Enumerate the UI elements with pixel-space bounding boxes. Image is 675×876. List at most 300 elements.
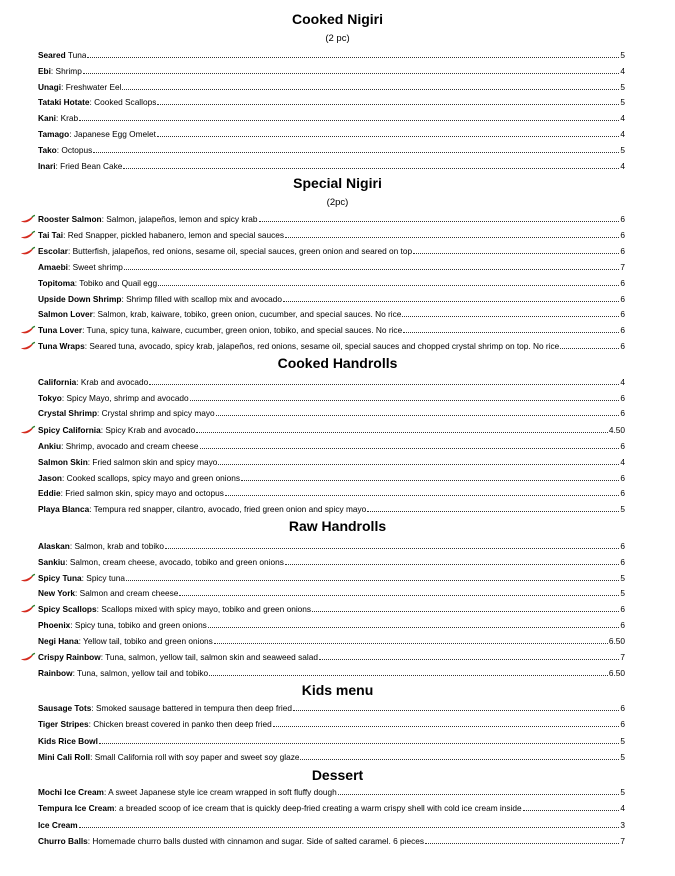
dot-leader <box>402 315 619 317</box>
dot-leader <box>126 579 619 581</box>
chili-pepper-icon <box>20 230 36 240</box>
menu-item-name: Sausage Tots <box>38 703 92 713</box>
menu-item-name: Crispy Rainbow <box>38 652 101 662</box>
menu-item-separator: : <box>61 441 66 451</box>
menu-item-text <box>38 440 199 452</box>
menu-item-tako <box>38 144 625 156</box>
chili-pepper-icon <box>20 425 36 435</box>
menu-item-spicy-tuna <box>38 572 625 584</box>
menu-item-separator: : <box>90 752 95 762</box>
menu-item-description: Shrimp <box>55 66 82 76</box>
dot-leader <box>241 479 619 481</box>
menu-item-new-york <box>38 587 625 599</box>
menu-item-separator: : <box>100 425 106 435</box>
menu-item-tempura-ice-cream <box>38 802 625 814</box>
menu-item-separator: : <box>56 145 62 155</box>
menu-item-description: Salmon and cream cheese <box>79 588 179 598</box>
menu-item-name: Tempura Ice Cream <box>38 803 115 813</box>
menu-item-separator: : <box>67 246 73 256</box>
menu-item-price: 7 <box>620 836 625 846</box>
menu-item-sausage-tots <box>38 702 625 714</box>
menu-item-text <box>38 472 240 484</box>
menu-item-price: 5 <box>620 787 625 797</box>
menu-item-price: 6 <box>620 309 625 319</box>
menu-item-tataki-hotate <box>38 96 625 108</box>
dot-leader <box>300 758 619 760</box>
menu-item-price: 6 <box>620 214 625 224</box>
menu-item-separator: : <box>65 557 70 567</box>
menu-item-name: Tako <box>38 145 57 155</box>
menu-item-price: 6 <box>620 393 625 403</box>
menu-item-price: 5 <box>620 97 625 107</box>
menu-item-price: 4 <box>620 803 625 813</box>
menu-item-separator: : <box>70 620 75 630</box>
menu-item-separator: : <box>91 703 96 713</box>
menu-item-crystal-shrimp <box>38 407 625 419</box>
menu-item-tuna-wraps <box>38 340 625 352</box>
menu-item-tuna-lover <box>38 324 625 336</box>
menu-item-price: 6 <box>620 325 625 335</box>
dot-leader <box>312 610 619 612</box>
menu-item-description: Tuna, spicy tuna, kaiware, cucumber, green onion, tobiko, and special sauces. No rice <box>86 325 403 335</box>
dot-leader <box>218 463 619 465</box>
menu-item-text <box>38 245 412 257</box>
menu-item-kani <box>38 112 625 124</box>
dot-leader <box>208 626 620 628</box>
menu-item-text <box>38 144 92 156</box>
menu-item-price: 4 <box>620 66 625 76</box>
dot-leader <box>285 563 620 565</box>
menu-item-price: 4 <box>620 129 625 139</box>
menu-item-name: Rainbow <box>38 668 73 678</box>
menu-item-name: Spicy Tuna <box>38 573 82 583</box>
dot-leader <box>293 709 619 711</box>
menu-item-rooster-salmon <box>38 213 625 225</box>
dot-leader <box>123 167 619 169</box>
section-title-kids-menu: Kids menu <box>301 682 374 698</box>
menu-item-price: 6 <box>620 604 625 614</box>
menu-item-eddie <box>38 487 625 499</box>
menu-item-name: Spicy Scallops <box>38 604 97 614</box>
menu-item-name: Tokyo <box>38 393 62 403</box>
menu-item-text <box>38 65 82 77</box>
menu-item-price: 5 <box>620 588 625 598</box>
menu-item-seared <box>38 49 625 61</box>
menu-item-name: Spicy California <box>38 425 101 435</box>
menu-item-text <box>38 424 195 436</box>
menu-item-description: Scallops mixed with spicy mayo, tobiko and green onions <box>101 604 312 614</box>
menu-item-name: Tai Tai <box>38 230 64 240</box>
menu-item-price: 4 <box>620 377 625 387</box>
menu-item-price: 6 <box>620 541 625 551</box>
menu-item-tai-tai <box>38 229 625 241</box>
menu-item-description: Krab and avocado <box>80 377 149 387</box>
menu-item-price: 6 <box>620 703 625 713</box>
menu-item-amaebi <box>38 261 625 273</box>
menu-item-separator: : <box>76 377 81 387</box>
menu-item-price: 4 <box>620 457 625 467</box>
dot-leader <box>122 88 619 90</box>
menu-item-name: Tamago <box>38 129 70 139</box>
menu-item-separator: : <box>61 393 67 403</box>
menu-item-name: Negi Hana <box>38 636 79 646</box>
menu-item-text <box>38 487 224 499</box>
menu-item-text <box>38 277 157 289</box>
menu-item-price: 5 <box>620 504 625 514</box>
menu-item-name: Unagi <box>38 82 62 92</box>
menu-item-separator: : <box>121 294 127 304</box>
menu-item-text <box>38 128 156 140</box>
dot-leader <box>403 331 619 333</box>
menu-item-price: 5 <box>620 145 625 155</box>
menu-item-price: 6 <box>620 620 625 630</box>
menu-item-description: Tuna <box>67 50 87 60</box>
menu-item-name: Seared <box>38 50 66 60</box>
menu-item-description: Spicy Mayo, shrimp and avocado <box>66 393 189 403</box>
menu-item-separator: : <box>92 309 98 319</box>
menu-item-text <box>38 392 189 404</box>
menu-item-name: Jason <box>38 473 62 483</box>
menu-item-separator: : <box>69 129 74 139</box>
dot-leader <box>560 347 619 349</box>
menu-item-price: 6 <box>620 557 625 567</box>
menu-item-name: Sankiu <box>38 557 66 567</box>
menu-item-text <box>38 112 78 124</box>
menu-item-name: Playa Blanca <box>38 504 90 514</box>
menu-item-negi-hana <box>38 635 625 647</box>
menu-item-name: Mini Cali Roll <box>38 752 91 762</box>
menu-item-separator: : <box>55 113 61 123</box>
menu-item-text <box>38 556 284 568</box>
chili-pepper-icon <box>20 246 36 256</box>
menu-item-separator: : <box>81 573 87 583</box>
menu-item-price: 5 <box>620 573 625 583</box>
menu-item-separator: : <box>63 230 68 240</box>
menu-item-name: Salmon Skin <box>38 457 88 467</box>
menu-item-price: 6 <box>620 230 625 240</box>
menu-item-text <box>38 213 258 225</box>
menu-item-text <box>38 667 208 679</box>
menu-item-description: Salmon, jalapeños, lemon and spicy krab <box>106 214 258 224</box>
menu-item-salmon-lover <box>38 308 625 320</box>
section-subtitle: (2 pc) <box>325 33 350 44</box>
menu-item-text <box>38 456 217 468</box>
menu-item-price: 7 <box>620 262 625 272</box>
menu-item-description: Spicy tuna <box>86 573 126 583</box>
dot-leader <box>158 284 619 286</box>
menu-item-price: 6 <box>620 488 625 498</box>
menu-item-description: Shrimp filled with scallop mix and avocado <box>126 294 282 304</box>
menu-item-separator: : <box>88 719 94 729</box>
menu-item-separator: : <box>103 787 109 797</box>
menu-item-text <box>38 261 123 273</box>
menu-item-description: Homemade churro balls dusted with cinnamon and sugar. Side of salted caramel. 6 pieces <box>92 836 425 846</box>
menu-item-text <box>38 81 121 93</box>
menu-item-sankiu <box>38 556 625 568</box>
menu-item-description: Crystal shrimp and spicy mayo <box>101 408 215 418</box>
menu-item-text <box>38 587 178 599</box>
menu-item-ankiu <box>38 440 625 452</box>
menu-item-separator: : <box>67 262 73 272</box>
menu-item-price: 6.50 <box>608 668 625 678</box>
menu-item-text <box>38 819 78 831</box>
menu-item-tamago <box>38 128 625 140</box>
menu-item-price: 4 <box>620 113 625 123</box>
section-title-cooked-nigiri: Cooked Nigiri <box>291 11 383 27</box>
menu-item-separator: : <box>96 604 102 614</box>
menu-item-price: 5 <box>620 736 625 746</box>
menu-item-text <box>38 160 122 172</box>
menu-item-description: Butterfish, jalapeños, red onions, sesame oil, special sauces, green onion and seared on top <box>72 246 413 256</box>
menu-item-name: Churro Balls <box>38 836 88 846</box>
menu-item-separator: : <box>100 652 106 662</box>
menu-item-price: 5 <box>620 82 625 92</box>
menu-item-separator: : <box>82 325 87 335</box>
menu-item-price: 6 <box>620 719 625 729</box>
menu-item-text <box>38 324 402 336</box>
menu-item-name: California <box>38 377 77 387</box>
dot-leader <box>157 103 619 105</box>
menu-item-text <box>38 293 282 305</box>
menu-item-description: Salmon, krab, kaiware, tobiko, green onion, cucumber, and special sauces. No rice <box>97 309 402 319</box>
menu-item-description: Tobiko and Quail egg <box>79 278 158 288</box>
dot-leader <box>179 594 619 596</box>
menu-item-name: Phoenix <box>38 620 71 630</box>
menu-item-text <box>38 802 522 814</box>
menu-item-separator: : <box>50 66 56 76</box>
menu-item-text <box>38 702 292 714</box>
menu-item-escolar <box>38 245 625 257</box>
menu-item-name: Tataki Hotate <box>38 97 90 107</box>
menu-item-name: Ebi <box>38 66 51 76</box>
chili-pepper-icon <box>20 604 36 614</box>
menu-item-name: Alaskan <box>38 541 70 551</box>
menu-item-text <box>38 96 156 108</box>
menu-item-mochi-ice-cream <box>38 786 625 798</box>
menu-item-description: Cooked Scallops <box>94 97 157 107</box>
menu-item-description: Chicken breast covered in panko then deep fried <box>93 719 272 729</box>
menu-item-text <box>38 376 148 388</box>
menu-item-text <box>38 308 401 320</box>
menu-item-upside-down-shrimp <box>38 293 625 305</box>
menu-item-description: Small California roll with soy paper and sweet soy glaze <box>94 752 300 762</box>
menu-item-text <box>38 835 424 847</box>
menu-item-description: Fried salmon skin and spicy mayo <box>92 457 218 467</box>
menu-item-spicy-california <box>38 424 625 436</box>
menu-item-text <box>38 751 299 763</box>
menu-item-description: Japanese Egg Omelet <box>73 129 156 139</box>
menu-item-description: Smoked sausage battered in tempura then deep fried <box>95 703 292 713</box>
menu-item-ice-cream <box>38 819 625 831</box>
dot-leader <box>283 300 619 302</box>
chili-pepper-icon <box>20 214 36 224</box>
menu-item-separator: : <box>87 457 93 467</box>
dot-leader <box>259 220 620 222</box>
menu-item-ebi <box>38 65 625 77</box>
menu-item-description: Tempura red snapper, cilantro, avocado, fried green onion and spicy mayo <box>93 504 367 514</box>
menu-item-text <box>38 340 559 352</box>
menu-item-inari <box>38 160 625 172</box>
section-title-dessert: Dessert <box>311 767 364 783</box>
dot-leader <box>209 674 608 676</box>
menu-item-phoenix <box>38 619 625 631</box>
dot-leader <box>165 547 619 549</box>
menu-item-name: Inari <box>38 161 56 171</box>
menu-item-mini-cali-roll <box>38 751 625 763</box>
menu-item-description: a breaded scoop of ice cream that is quickly deep-fried creating a warm crispy shell with cold ice cream inside <box>119 803 522 813</box>
menu-item-description: Shrimp, avocado and cream cheese <box>65 441 199 451</box>
menu-item-name: Kids Rice Bowl <box>38 736 98 746</box>
menu-item-name: Ankiu <box>38 441 62 451</box>
menu-item-separator: : <box>101 214 107 224</box>
menu-item-text <box>38 603 311 615</box>
menu-item-name: Kani <box>38 113 56 123</box>
menu-item-description: Spicy Krab and avocado <box>105 425 196 435</box>
menu-item-separator: : <box>61 82 66 92</box>
dot-leader <box>273 725 620 727</box>
menu-item-name: Topitoma <box>38 278 75 288</box>
menu-item-name: Tuna Lover <box>38 325 83 335</box>
menu-item-price: 5 <box>620 752 625 762</box>
menu-item-separator: : <box>114 803 120 813</box>
menu-item-california <box>38 376 625 388</box>
menu-item-description: Tuna, salmon, yellow tail, salmon skin and seaweed salad <box>105 652 318 662</box>
dot-leader <box>214 642 608 644</box>
menu-item-text <box>38 572 125 584</box>
chili-pepper-icon <box>20 325 36 335</box>
dot-leader <box>425 842 619 844</box>
dot-leader <box>413 252 619 254</box>
dot-leader <box>338 793 620 795</box>
dot-leader <box>83 72 620 74</box>
section-title-raw-handrolls: Raw Handrolls <box>288 518 387 534</box>
menu-item-price: 6 <box>620 294 625 304</box>
menu-item-price: 7 <box>620 652 625 662</box>
dot-leader <box>149 383 619 385</box>
dot-leader <box>99 742 619 744</box>
menu-item-text <box>38 540 164 552</box>
menu-item-separator: : <box>75 588 80 598</box>
menu-item-separator: : <box>60 488 66 498</box>
menu-item-name: Amaebi <box>38 262 68 272</box>
menu-item-price: 4 <box>620 161 625 171</box>
menu-item-name: Salmon Lover <box>38 309 93 319</box>
menu-item-name: New York <box>38 588 76 598</box>
menu-item-separator: : <box>84 341 90 351</box>
menu-item-text <box>38 651 318 663</box>
menu-item-description: Red Snapper, pickled habanero, lemon and special sauces <box>67 230 285 240</box>
menu-item-name: Rooster Salmon <box>38 214 102 224</box>
menu-item-topitoma <box>38 277 625 289</box>
menu-item-separator: : <box>61 473 67 483</box>
menu-item-churro-balls <box>38 835 625 847</box>
menu-item-description: Cooked scallops, spicy mayo and green onions <box>66 473 241 483</box>
dot-leader <box>216 414 620 416</box>
section-title-cooked-handrolls: Cooked Handrolls <box>277 355 398 371</box>
dot-leader <box>285 236 619 238</box>
dot-leader <box>79 119 619 121</box>
menu-item-rainbow <box>38 667 625 679</box>
menu-item-text <box>38 718 272 730</box>
menu-item-separator: : <box>55 161 61 171</box>
menu-item-separator: : <box>89 97 95 107</box>
menu-item-price: 6 <box>620 441 625 451</box>
menu-item-description: Sweet shrimp <box>72 262 123 272</box>
dot-leader <box>157 135 619 137</box>
menu-item-separator: : <box>72 668 78 678</box>
menu-item-text <box>38 49 86 61</box>
section-title-special-nigiri: Special Nigiri <box>293 175 382 191</box>
dot-leader <box>87 56 619 58</box>
menu-item-separator: : <box>74 278 80 288</box>
menu-item-description: A sweet Japanese style ice cream wrapped in soft fluffy dough <box>108 787 337 797</box>
menu-item-jason <box>38 472 625 484</box>
menu-item-text <box>38 407 215 419</box>
menu-item-alaskan <box>38 540 625 552</box>
menu-item-price: 6 <box>620 341 625 351</box>
dot-leader <box>319 658 619 660</box>
dot-leader <box>367 510 619 512</box>
menu-item-crispy-rainbow <box>38 651 625 663</box>
menu-item-price: 6 <box>620 473 625 483</box>
chili-pepper-icon <box>20 652 36 662</box>
menu-item-name: Ice Cream <box>38 820 78 830</box>
menu-item-description: Tuna, salmon, yellow tail and tobiko <box>77 668 209 678</box>
menu-item-text <box>38 229 284 241</box>
menu-item-name: Tiger Stripes <box>38 719 89 729</box>
dot-leader <box>190 399 620 401</box>
menu-item-description: Salmon, cream cheese, avocado, tobiko and green onions <box>69 557 284 567</box>
menu-item-text <box>38 619 207 631</box>
dot-leader <box>124 268 620 270</box>
menu-item-unagi <box>38 81 625 93</box>
menu-item-name: Upside Down Shrimp <box>38 294 122 304</box>
menu-item-price: 6 <box>620 246 625 256</box>
menu-item-description: Octopus <box>61 145 93 155</box>
menu-item-text <box>38 735 98 747</box>
menu-item-price: 3 <box>620 820 625 830</box>
menu-item-description: Spicy tuna, tobiko and green onions <box>74 620 207 630</box>
menu-item-price: 5 <box>620 50 625 60</box>
dot-leader <box>196 431 608 433</box>
dot-leader <box>79 826 620 828</box>
menu-item-text <box>38 635 213 647</box>
menu-item-name: Mochi Ice Cream <box>38 787 104 797</box>
menu-item-text <box>38 786 337 798</box>
menu-item-separator: : <box>69 541 75 551</box>
menu-item-text <box>38 503 366 515</box>
menu-item-spicy-scallops <box>38 603 625 615</box>
menu-item-price: 6 <box>620 278 625 288</box>
menu-item-name: Crystal Shrimp <box>38 408 98 418</box>
menu-item-description: Salmon, krab and tobiko <box>74 541 164 551</box>
menu-item-description: Fried salmon skin, spicy mayo and octopus <box>65 488 224 498</box>
menu-item-description: Seared tuna, avocado, spicy krab, jalapeños, red onions, sesame oil, special sauces and chopped crystal shrimp on top. No rice <box>89 341 560 351</box>
chili-pepper-icon <box>20 573 36 583</box>
menu-item-tokyo <box>38 392 625 404</box>
menu-item-salmon-skin <box>38 456 625 468</box>
menu-item-separator: : <box>89 504 94 514</box>
menu-item-description: Yellow tail, tobiko and green onions <box>83 636 213 646</box>
menu-item-playa-blanca <box>38 503 625 515</box>
menu-item-separator: : <box>87 836 93 846</box>
chili-pepper-icon <box>20 341 36 351</box>
menu-item-description: Krab <box>60 113 79 123</box>
menu-item-price: 4.50 <box>608 425 625 435</box>
menu-item-tiger-stripes <box>38 718 625 730</box>
menu-item-separator: : <box>78 636 84 646</box>
dot-leader <box>523 809 620 811</box>
